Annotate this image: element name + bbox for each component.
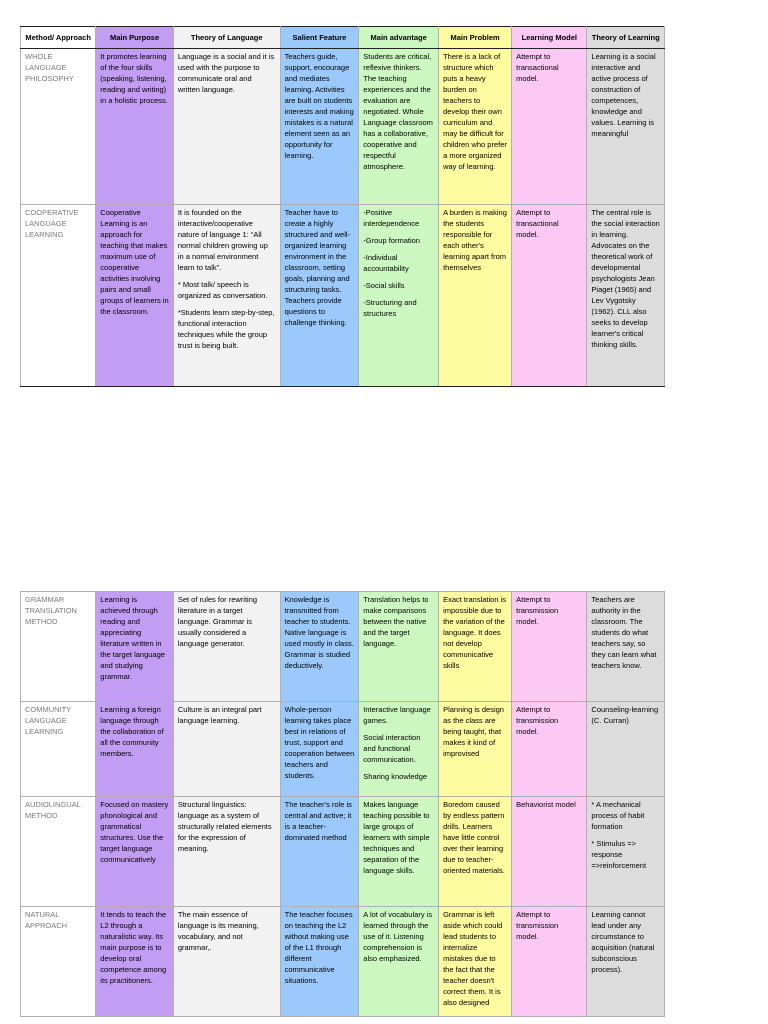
- cell-paragraph: Knowledge is transmitted from teacher to students. Native language is used mostly in class. Grammar is studied deductively.: [284, 595, 354, 670]
- cell-paragraph: Planning is design as the class are being taught, that makes it kind of improvised: [443, 705, 504, 758]
- cell-model: [512, 702, 587, 797]
- cell-problem: [439, 592, 512, 702]
- cell-paragraph: Learning cannot lead under any circumstance to acquisition (natural subconscious process).: [591, 910, 655, 974]
- cell-paragraph: * A mechanical process of habit formation: [591, 800, 645, 831]
- cell-learning: [587, 797, 665, 907]
- cell-problem: [439, 797, 512, 907]
- cell-language: [173, 205, 280, 387]
- cell-feature: [280, 797, 359, 907]
- cell-model: [512, 592, 587, 702]
- cell-learning: [587, 702, 665, 797]
- header-theory-of-language: Theory of Language: [173, 27, 280, 49]
- cell-paragraph: It is founded on the interactive/cooperative nature of language 1: “All normal children growing up in a normal environment learn to talk”.: [177, 208, 268, 272]
- cell-paragraph: *Students learn step-by-step, functional interaction techniques while the group trust is being built.: [177, 308, 275, 350]
- header-salient-feature: Salient Feature: [280, 27, 359, 49]
- cell-purpose: [96, 49, 174, 205]
- cell-paragraph: Culture is an integral part language learning.: [177, 705, 262, 725]
- cell-purpose: [96, 907, 174, 1017]
- cell-paragraph: Teacher have to create a highly structured and well- organized learning environment in the classroom, setting goals, planning and structuring tasks. Teachers provide questions to challenge thinking.: [284, 208, 351, 327]
- cell-model: [512, 797, 587, 907]
- cell-paragraph: Exact translation is impossible due to the variation of the language. It does not develop communicative skills: [443, 595, 507, 670]
- cell-model: [512, 907, 587, 1017]
- cell-language: [173, 592, 280, 702]
- cell-language: [173, 702, 280, 797]
- cell-purpose: [96, 205, 174, 387]
- cell-paragraph: The teacher's role is central and active; it is a teacher-dominated method: [284, 800, 352, 842]
- cell-paragraph: Counseling-learning (C. Curran): [591, 705, 659, 725]
- cell-learning: [587, 49, 665, 205]
- cell-model: [512, 49, 587, 205]
- cell-paragraph: -Structuring and structures: [363, 298, 417, 318]
- table-row: [21, 205, 665, 387]
- header-main-problem: Main Problem: [439, 27, 512, 49]
- cell-method: NATURAL APPROACH: [21, 907, 96, 1017]
- header-method: Method/ Approach: [21, 27, 96, 49]
- methods-table-top: [20, 26, 665, 387]
- table-row: [21, 702, 665, 797]
- cell-feature: [280, 592, 359, 702]
- cell-problem: [439, 205, 512, 387]
- cell-paragraph: Social interaction and functional communication.: [363, 733, 421, 764]
- cell-paragraph: Whole-person learning takes place best in relations of trust, support and cooperation between teachers and students.: [284, 705, 355, 780]
- cell-problem: [439, 907, 512, 1017]
- cell-paragraph: Learning is achieved through reading and appreciating literature written in the target language and studying grammar.: [100, 595, 165, 681]
- cell-method: COOPERATIVE LANGUAGE LEARNING: [21, 205, 96, 387]
- cell-paragraph: Makes language teaching possible to large groups of learners with simple techniques and separation of the language skills.: [363, 800, 430, 875]
- table-row: [21, 797, 665, 907]
- cell-paragraph: Language is a social and it is used with the purpose to communicate oral and written language.: [177, 52, 275, 94]
- cell-paragraph: -Individual accountability: [363, 253, 409, 273]
- cell-purpose: [96, 702, 174, 797]
- cell-model: [512, 205, 587, 387]
- header-learning-model: Learning Model: [512, 27, 587, 49]
- cell-paragraph: The central role is the social interaction in learning. Advocates on the theoretical work of developmental psychologists Jean Piaget (1965) and Lev Vygotsky (1962). CLL also seeks to develop learner's critical thinking skills.: [591, 208, 660, 349]
- cell-paragraph: Attempt to transmission model.: [516, 705, 559, 736]
- cell-paragraph: There is a lack of structure which puts a heavy burden on teachers to develop their own curriculum and may be difficult for children who prefer a more organized way of learning.: [443, 52, 507, 171]
- cell-paragraph: -Social skills: [363, 281, 405, 290]
- cell-paragraph: Students are critical, reflexive thinkers. The teaching experiences and the evaluation are negotiated. Whole Language classroom has a collaborative, cooperative and respectful atmosphere.: [363, 52, 433, 171]
- methods-table-bottom: [20, 591, 665, 1017]
- cell-feature: [280, 907, 359, 1017]
- cell-paragraph: It promotes learning of the four skills (speaking, listening, reading and writing) in a holistic process.: [100, 52, 168, 105]
- cell-problem: [439, 702, 512, 797]
- cell-paragraph: * Most talk/ speech is organized as conversation.: [177, 280, 268, 300]
- cell-paragraph: It tends to teach the L2 through a naturalistic way. Its main purpose is to develop oral competence among its practitioners.: [100, 910, 167, 985]
- cell-problem: [439, 49, 512, 205]
- cell-paragraph: Cooperative Learning is an approach for teaching that makes maximum use of cooperative activities involving pairs and small groups of learners in the classroom.: [100, 208, 169, 316]
- header-main-purpose: Main Purpose: [96, 27, 174, 49]
- header-row: [21, 27, 665, 49]
- cell-paragraph: Interactive language games.: [363, 705, 431, 725]
- cell-paragraph: The main essence of language is its meaning, vocabulary, and not grammar,.: [177, 910, 259, 952]
- cell-learning: [587, 205, 665, 387]
- cell-paragraph: Structural linguistics: language as a system of structurally related elements for the expression of meaning.: [177, 800, 272, 853]
- cell-purpose: [96, 592, 174, 702]
- cell-paragraph: -Positive interdependence: [363, 208, 420, 228]
- cell-paragraph: Learning is a social interactive and active process of construction of competences, knowledge and values. Learning is meaningful: [591, 52, 656, 138]
- cell-paragraph: Attempt to transactional model.: [516, 52, 559, 83]
- cell-feature: [280, 49, 359, 205]
- cell-paragraph: The teacher focuses on teaching the L2 without making use of the L1 through different communicative situations.: [284, 910, 353, 985]
- cell-advantage: [359, 907, 439, 1017]
- table-row: [21, 49, 665, 205]
- cell-language: [173, 49, 280, 205]
- cell-paragraph: A burden is making the students responsible for each other's learning apart from themselves: [443, 208, 507, 272]
- cell-paragraph: Grammar is left aside which could lead students to internalize mistakes due to the fact that the teacher doesn't correct them. It is also designed: [443, 910, 503, 1007]
- cell-paragraph: Attempt to transmission model.: [516, 910, 559, 941]
- cell-advantage: [359, 205, 439, 387]
- header-main-advantage: Main advantage: [359, 27, 439, 49]
- cell-feature: [280, 205, 359, 387]
- cell-paragraph: Learning a foreign language through the collaboration of all the community members.: [100, 705, 164, 758]
- cell-paragraph: * Stimulus => response =>reinforcement: [591, 839, 647, 870]
- cell-paragraph: -Group formation: [363, 236, 420, 245]
- cell-method: GRAMMAR TRANSLATION METHOD: [21, 592, 96, 702]
- methods-table-top-body: [21, 49, 665, 387]
- cell-advantage: [359, 797, 439, 907]
- methods-table-bottom-body: [21, 592, 665, 1017]
- cell-paragraph: Attempt to transactional model.: [516, 208, 559, 239]
- cell-paragraph: Attempt to transmission model.: [516, 595, 559, 626]
- cell-method: WHOLE LANGUAGE PHILOSOPHY: [21, 49, 96, 205]
- table-row: [21, 592, 665, 702]
- cell-language: [173, 907, 280, 1017]
- table-row: [21, 907, 665, 1017]
- cell-method: AUDIOLINGUAL METHOD: [21, 797, 96, 907]
- cell-advantage: [359, 702, 439, 797]
- cell-advantage: [359, 592, 439, 702]
- cell-paragraph: Sharing knowledge: [363, 772, 428, 781]
- cell-method: COMMUNITY LANGUAGE LEARNING: [21, 702, 96, 797]
- cell-learning: [587, 907, 665, 1017]
- cell-advantage: [359, 49, 439, 205]
- cell-paragraph: Teachers are authority in the classroom. The students do what teachers say, so they can learn what teachers know.: [591, 595, 657, 670]
- cell-paragraph: A lot of vocabulary is learned through the use of it. Listening comprehension is also emphasized.: [363, 910, 433, 963]
- cell-paragraph: Behaviorist model: [516, 800, 576, 809]
- cell-purpose: [96, 797, 174, 907]
- cell-paragraph: Teachers guide, support, encourage and mediates learning. Activities are built on students interests and making mistakes is a natural element seen as an opportunity for learning.: [284, 52, 354, 160]
- cell-feature: [280, 702, 359, 797]
- cell-paragraph: Translation helps to make comparisons between the native and the target language.: [363, 595, 429, 648]
- cell-learning: [587, 592, 665, 702]
- cell-paragraph: Set of rules for rewriting literature in a target language. Grammar is usually considered a language generator.: [177, 595, 258, 648]
- header-theory-of-learning: Theory of Learning: [587, 27, 665, 49]
- cell-language: [173, 797, 280, 907]
- cell-paragraph: Boredom caused by endless pattern drills. Learners have little control over their learning due to teacher-oriented materials.: [443, 800, 505, 875]
- cell-paragraph: Focused on mastery phonological and grammatical structures. Use the target language communicatively: [100, 800, 169, 864]
